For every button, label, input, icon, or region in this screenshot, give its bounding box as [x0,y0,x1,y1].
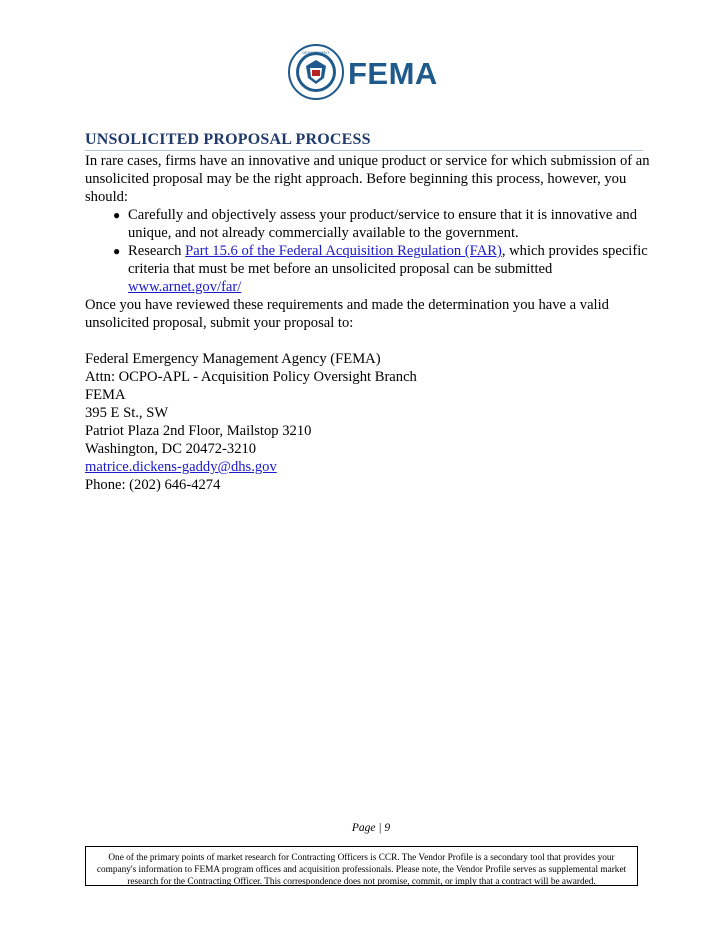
bullet-icon: ● [113,244,121,258]
address-line: 395 E St., SW [85,405,169,421]
fema-logo [288,42,448,102]
intro-paragraph: In rare cases, firms have an innovative and unique product or service for which submission of an unsolicited proposal may be the right approach. Before beginning this process, however, you should: [85,153,650,205]
submit-paragraph: Once you have reviewed these requirements and made the determination you have a valid unsolicited proposal, submit your proposal to: [85,297,609,331]
page-number: Page | 9 [351,822,391,834]
dhs-seal-icon [288,44,344,100]
bullet-text: Carefully and objectively assess your product/service to ensure that it is innovative and unique, and not already commercially available to the government. [128,207,638,241]
address-line: FEMA [85,387,126,403]
address-line: Attn: OCPO-APL - Acquisition Policy Oversight Branch [85,369,417,385]
requirements-list [85,206,650,296]
section-heading: UNSOLICITED PROPOSAL PROCESS [85,131,643,151]
list-item [85,242,650,296]
footer-disclaimer: One of the primary points of market research for Contracting Officers is CCR. The Vendor Profile is a secondary tool that provides your company's information to FEMA program offices and acquisition professionals. Please note, the Vendor Profile serves as supplemental market research for the Contracting Officer. This correspondence does not promise, commit, or imply that a contract will be awarded. [85,846,638,886]
address-line: Patriot Plaza 2nd Floor, Mailstop 3210 [85,423,312,439]
address-line: Washington, DC 20472-3210 [85,441,257,457]
address-block [85,350,650,494]
arnet-link[interactable]: www.arnet.gov/far/ [128,279,242,295]
document-body [85,152,650,494]
bullet-prefix: Research [128,243,186,259]
fema-wordmark: FEMA [348,56,438,91]
address-line: Federal Emergency Management Agency (FEMA) [85,351,381,367]
list-item [85,206,650,242]
email-link[interactable]: matrice.dickens-gaddy@dhs.gov [85,459,277,475]
bullet-suffix: , which provides specific criteria that must be met before an unsolicited proposal can be submitted [128,243,648,277]
spacer [85,332,650,350]
far-link[interactable]: Part 15.6 of the Federal Acquisition Regulation (FAR) [185,243,502,259]
phone-number: Phone: (202) 646-4274 [85,477,221,493]
bullet-icon: ● [113,208,121,222]
svg-text:DEPARTMENT: DEPARTMENT [302,50,330,55]
